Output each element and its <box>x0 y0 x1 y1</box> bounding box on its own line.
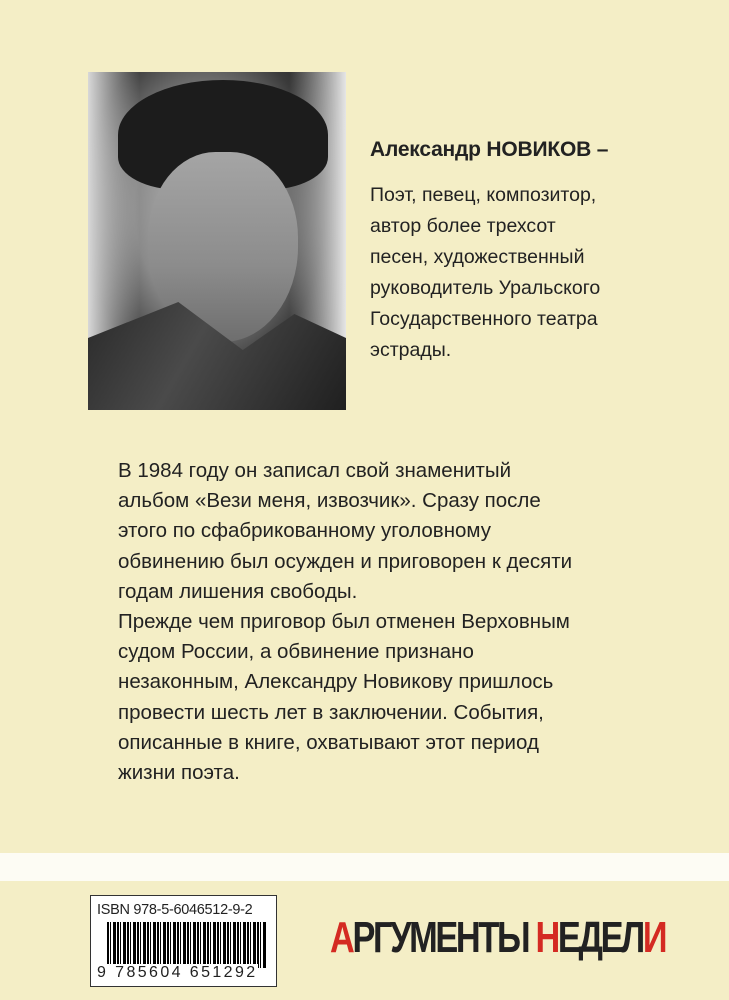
white-band <box>0 853 729 881</box>
barcode-box <box>90 895 277 987</box>
text-line: незаконным, Александру Новикову пришлось <box>118 670 554 694</box>
text-line: Прежде чем приговор был отменен Верховным <box>118 610 570 634</box>
text-line: описанные в книге, охватывают этот период <box>118 730 539 754</box>
author-name: Александр НОВИКОВ – <box>370 138 609 161</box>
text-line: В 1984 году он записал свой знаменитый <box>118 459 512 482</box>
text-line: песен, художественный <box>370 246 585 268</box>
publisher-logo <box>330 913 665 963</box>
text-line: годам лишения свободы. <box>118 579 358 603</box>
text-line: судом России, а обвинение признано <box>118 640 474 664</box>
logo-text: ЕДЕЛ <box>557 913 643 962</box>
annotation-text <box>118 456 572 788</box>
text-line: эстрады. <box>370 339 452 361</box>
text-line: альбом «Вези меня, извозчик». Сразу после <box>118 489 541 513</box>
text-line: Государственного театра <box>370 308 598 330</box>
text-line: жизни поэта. <box>118 761 240 785</box>
isbn-text: ISBN 978-5-6046512-9-2 <box>97 902 253 918</box>
logo-letter: И <box>642 913 666 962</box>
logo-letter: А <box>330 913 353 962</box>
author-photo <box>88 72 346 410</box>
text-line: обвинению был осужден и приговорен к десяти <box>118 549 573 573</box>
logo-letter: Н <box>535 913 558 962</box>
ean-number: 9 785604 651292 <box>97 964 258 981</box>
text-line: этого по сфабрикованному уголовному <box>118 519 491 543</box>
barcode-bars <box>107 922 267 968</box>
text-line: автор более трехсот <box>370 215 556 237</box>
text-line: провести шесть лет в заключении. События, <box>118 700 544 724</box>
text-line: Поэт, певец, композитор, <box>370 184 597 206</box>
text-line: руководитель Уральского <box>370 277 601 299</box>
author-description <box>370 180 600 366</box>
logo-text: РГУМЕНТЫ <box>352 913 536 962</box>
